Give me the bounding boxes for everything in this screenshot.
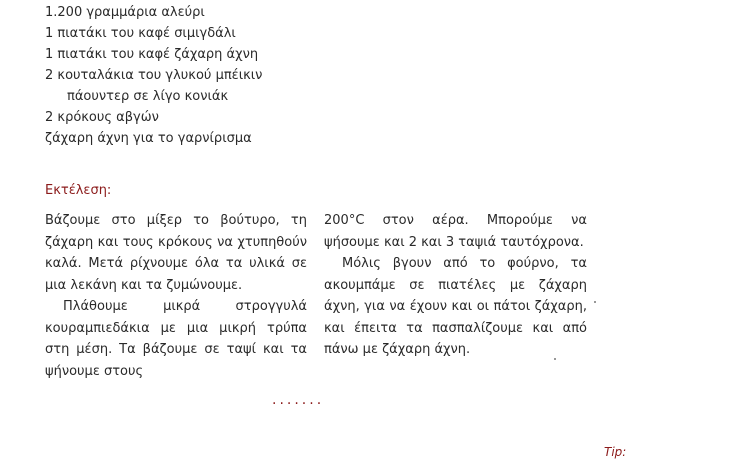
tip-label: Tip: bbox=[604, 445, 627, 459]
scan-speck bbox=[594, 301, 596, 303]
ingredients-list bbox=[45, 2, 262, 149]
method-paragraph: Μόλις βγουν από το φούρνο, τα ακουμπάμε σε πιατέλες με ζάχαρη άχνη, για να έχουν και οι πάτοι ζάχαρη, και έπειτα τα πασπαλίζουμε και από πάνω με ζάχαρη άχνη. bbox=[324, 256, 587, 357]
method-column-left bbox=[45, 210, 307, 382]
method-paragraph: 200°C στον αέρα. Μπορούμε να ψήσουμε και 2 και 3 ταψιά ταυτόχρονα. bbox=[324, 213, 587, 250]
scan-speck bbox=[554, 358, 556, 360]
method-column-right bbox=[324, 210, 587, 361]
ingredient-item: 1 πιατάκι του καφέ σιμιγδάλι bbox=[45, 26, 236, 41]
ingredient-item: 2 κουταλάκια του γλυκού μπέικιν bbox=[45, 68, 263, 83]
dotted-separator: ······· bbox=[272, 396, 325, 412]
ingredient-item: πάουντερ σε λίγο κονιάκ bbox=[67, 89, 229, 104]
method-paragraph: Πλάθουμε μικρά στρογγυλά κουραμπιεδάκια με μια μικρή τρύπα στη μέση. Τα βάζουμε σε ταψί και τα ψήνουμε στους bbox=[45, 299, 307, 379]
method-paragraph: Βάζουμε στο μίξερ το βούτυρο, τη ζάχαρη και τους κρόκους να χτυπηθούν καλά. Μετά ρίχνουμε όλα τα υλικά σε μια λεκάνη και τα ζυμώνουμε. bbox=[45, 213, 307, 293]
method-heading: Εκτέλεση: bbox=[45, 183, 112, 198]
ingredient-item: 1 πιατάκι του καφέ ζάχαρη άχνη bbox=[45, 47, 259, 62]
ingredient-item: ζάχαρη άχνη για το γαρνίρισμα bbox=[45, 131, 252, 146]
ingredient-item: 1.200 γραμμάρια αλεύρι bbox=[45, 5, 205, 20]
ingredient-item: 2 κρόκους αβγών bbox=[45, 110, 159, 125]
